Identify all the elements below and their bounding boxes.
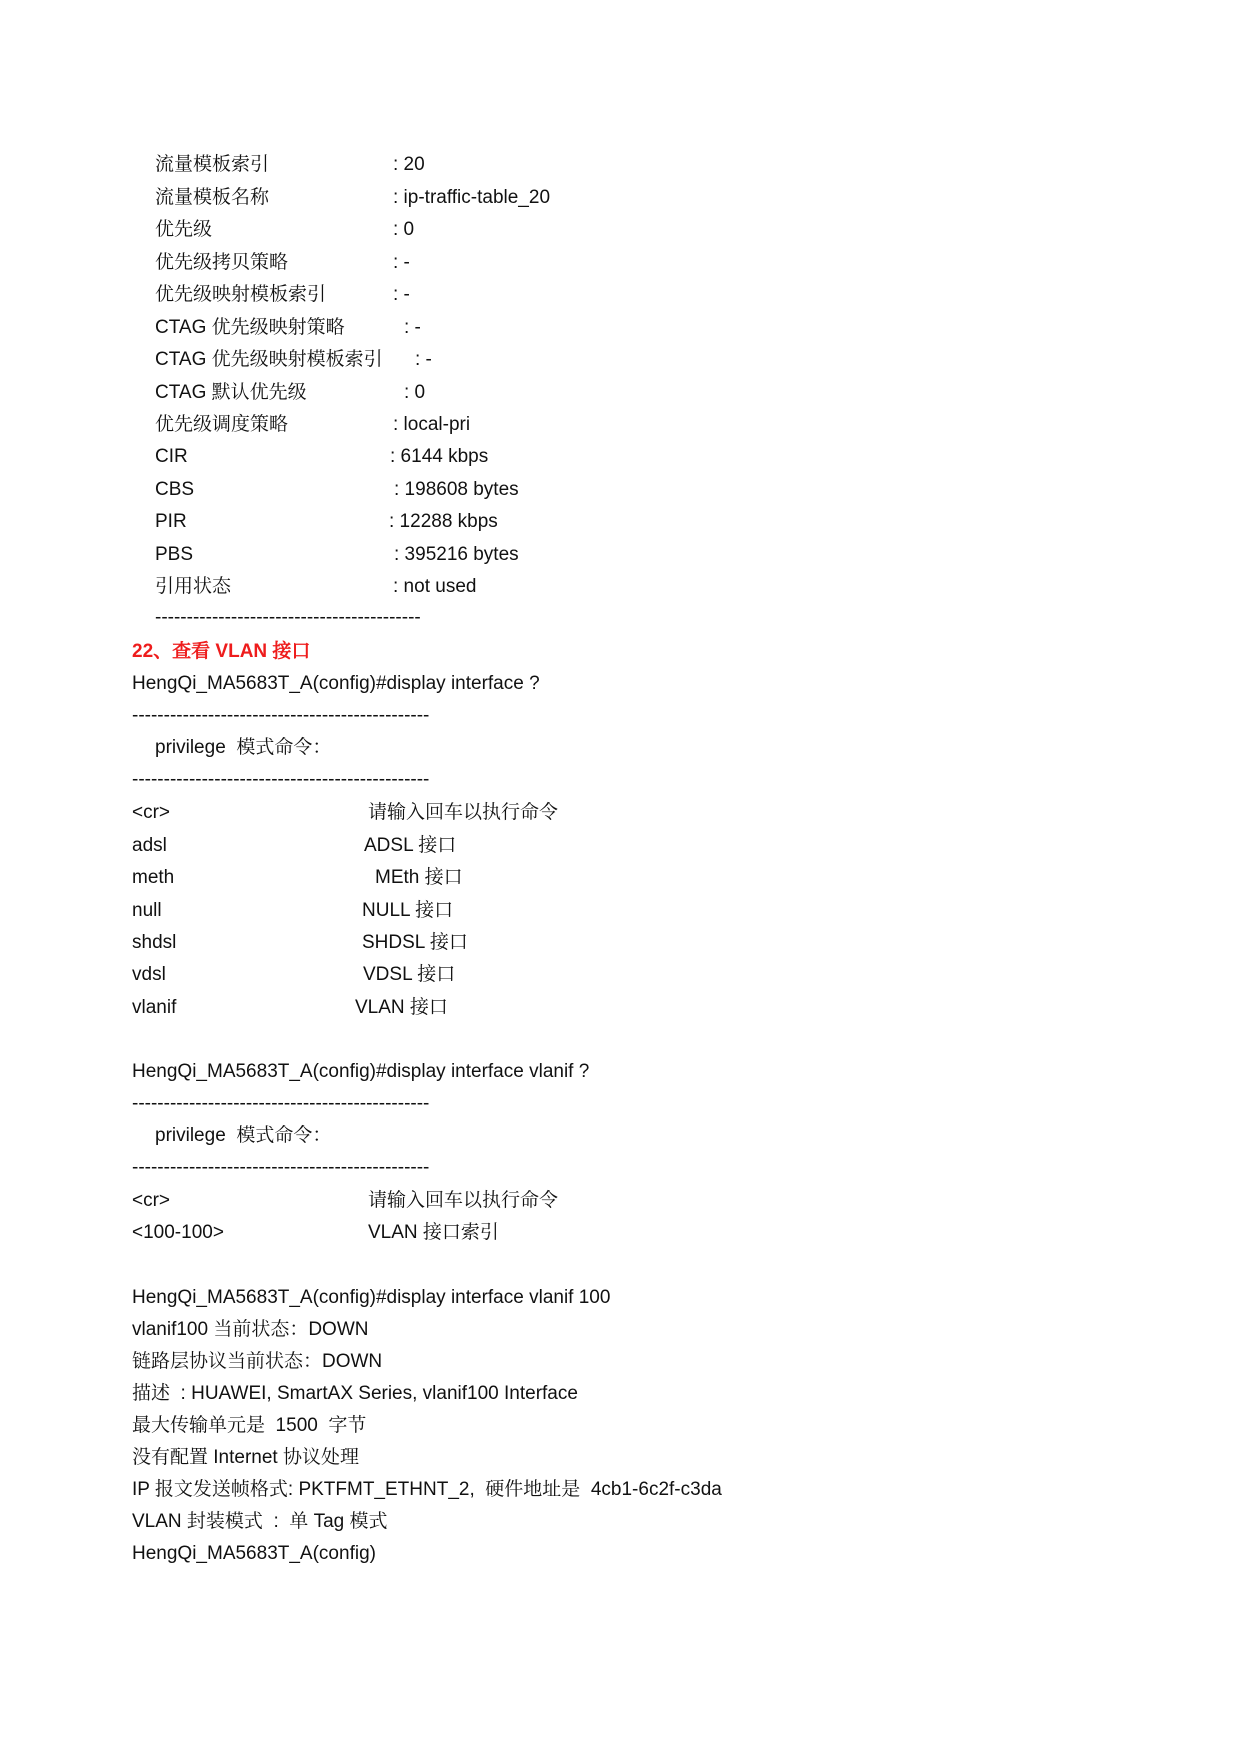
field-label: PIR bbox=[155, 511, 187, 532]
output-line: IP 报文发送帧格式: PKTFMT_ETHNT_2, 硬件地址是 4cb1-6c2f-c3da bbox=[132, 1479, 722, 1500]
option-command: null bbox=[132, 900, 162, 921]
field-label: 优先级映射模板索引 bbox=[155, 284, 327, 305]
field-value: : 0 bbox=[393, 219, 415, 240]
field-value: : 198608 bytes bbox=[394, 479, 519, 500]
divider: ----------------------------------------------- bbox=[132, 769, 430, 790]
field-value: : not used bbox=[393, 576, 477, 597]
option-description: VLAN 接口索引 bbox=[368, 1222, 499, 1243]
mode-label: privilege 模式命令： bbox=[155, 1125, 332, 1146]
command-line: HengQi_MA5683T_A(config)#display interface ? bbox=[132, 673, 540, 694]
option-command: <100-100> bbox=[132, 1222, 224, 1243]
field-value: : - bbox=[393, 284, 410, 305]
field-label: 优先级 bbox=[155, 219, 213, 240]
option-description: VDSL 接口 bbox=[363, 964, 456, 985]
option-command: meth bbox=[132, 867, 175, 888]
mode-label: privilege 模式命令： bbox=[155, 737, 332, 758]
field-value: : 395216 bytes bbox=[394, 544, 519, 565]
option-description: ADSL 接口 bbox=[364, 835, 457, 856]
field-label: 引用状态 bbox=[155, 576, 232, 597]
output-line: 描述 : HUAWEI, SmartAX Series, vlanif100 Interface bbox=[132, 1383, 578, 1404]
option-command: vdsl bbox=[132, 964, 166, 985]
field-value: : 12288 kbps bbox=[389, 511, 498, 532]
option-description: SHDSL 接口 bbox=[362, 932, 468, 953]
field-value: : - bbox=[393, 252, 410, 273]
divider: ------------------------------------------ bbox=[155, 607, 421, 628]
field-label: CIR bbox=[155, 446, 188, 467]
output-line: 链路层协议当前状态：DOWN bbox=[132, 1351, 383, 1372]
field-label: 流量模板索引 bbox=[155, 154, 270, 175]
output-line: 没有配置 Internet 协议处理 bbox=[132, 1447, 359, 1468]
option-description: 请输入回车以执行命令 bbox=[368, 802, 559, 823]
option-command: adsl bbox=[132, 835, 167, 856]
field-value: : - bbox=[415, 349, 432, 370]
field-value: : local-pri bbox=[393, 414, 471, 435]
field-label: 流量模板名称 bbox=[155, 187, 270, 208]
option-command: vlanif bbox=[132, 997, 177, 1018]
field-label: CTAG 默认优先级 bbox=[155, 382, 307, 403]
divider: ----------------------------------------------- bbox=[132, 1093, 430, 1114]
command-line: HengQi_MA5683T_A(config)#display interface vlanif 100 bbox=[132, 1287, 611, 1308]
option-description: MEth 接口 bbox=[375, 867, 463, 888]
section-heading: 22、查看 VLAN 接口 bbox=[132, 641, 311, 662]
field-label: 优先级调度策略 bbox=[155, 414, 289, 435]
option-description: VLAN 接口 bbox=[355, 997, 448, 1018]
option-description: 请输入回车以执行命令 bbox=[368, 1190, 559, 1211]
field-label: CTAG 优先级映射模板索引 bbox=[155, 349, 383, 370]
option-command: shdsl bbox=[132, 932, 177, 953]
field-value: : 6144 kbps bbox=[390, 446, 489, 467]
option-command: <cr> bbox=[132, 802, 171, 823]
divider: ----------------------------------------------- bbox=[132, 1157, 430, 1178]
field-label: PBS bbox=[155, 544, 194, 565]
command-line: HengQi_MA5683T_A(config)#display interface vlanif ? bbox=[132, 1061, 590, 1082]
field-label: CBS bbox=[155, 479, 195, 500]
option-description: NULL 接口 bbox=[362, 900, 454, 921]
output-line: VLAN 封装模式 : 单 Tag 模式 bbox=[132, 1511, 388, 1532]
field-value: : 0 bbox=[404, 382, 426, 403]
output-line: HengQi_MA5683T_A(config) bbox=[132, 1543, 376, 1564]
field-label: 优先级拷贝策略 bbox=[155, 252, 289, 273]
divider: ----------------------------------------------- bbox=[132, 705, 430, 726]
field-value: : 20 bbox=[393, 154, 425, 175]
field-label: CTAG 优先级映射策略 bbox=[155, 317, 345, 338]
field-value: : - bbox=[404, 317, 421, 338]
field-value: : ip-traffic-table_20 bbox=[393, 187, 551, 208]
output-line: vlanif100 当前状态：DOWN bbox=[132, 1319, 369, 1340]
output-line: 最大传输单元是 1500 字节 bbox=[132, 1415, 367, 1436]
option-command: <cr> bbox=[132, 1190, 171, 1211]
